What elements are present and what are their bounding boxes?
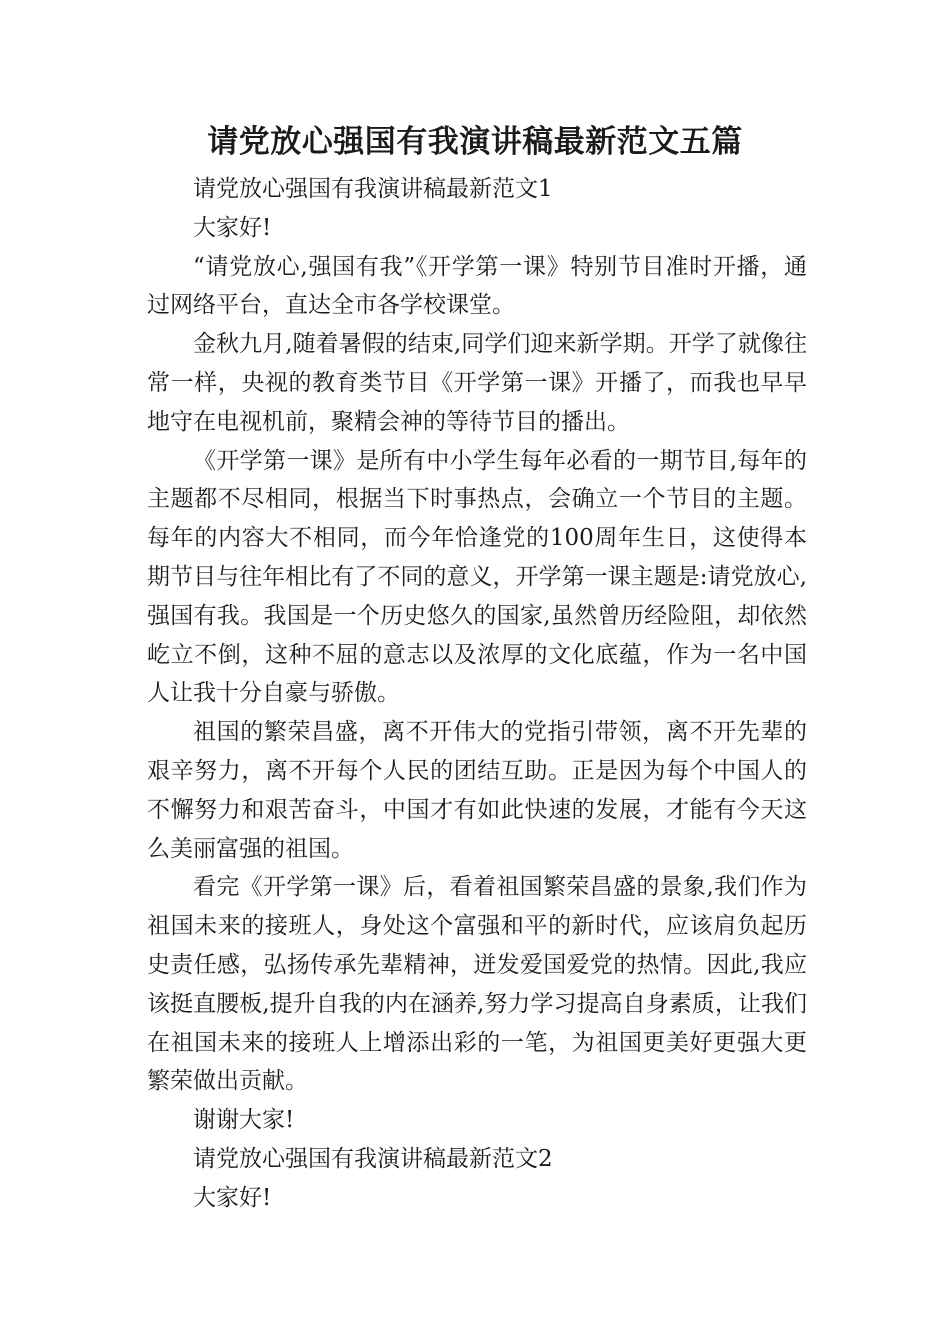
greeting-paragraph: 大家好! xyxy=(193,1184,272,1211)
section-heading-1: 请党放心强国有我演讲稿最新范文1 xyxy=(193,176,553,202)
body-paragraph: 金秋九月,随着暑假的结束,同学们迎来新学期。开学了就像往常一样，央视的教育类节目《开学第一课》开播了，而我也早早地守在电视机前，聚精会神的等待节目的播出。 xyxy=(147,331,807,435)
document-title: 请党放心强国有我演讲稿最新范文五篇 xyxy=(207,124,743,160)
body-paragraph: 看完《开学第一课》后，看着祖国繁荣昌盛的景象,我们作为祖国未来的接班人，身处这个富强和平的新时代，应该肩负起历史责任感，弘扬传承先辈精神，迸发爱国爱党的热情。因此,我应该挺直腰板,提升自我的内在涵养,努力学习提高自身素质，让我们在祖国未来的接班人上增添出彩的一笔，为祖国更美好更强大更繁荣做出贡献。 xyxy=(147,874,807,1095)
closing-paragraph: 谢谢大家! xyxy=(193,1107,295,1134)
greeting-paragraph: 大家好! xyxy=(193,214,272,241)
section-heading-2: 请党放心强国有我演讲稿最新范文2 xyxy=(193,1145,553,1172)
body-paragraph: 《开学第一课》是所有中小学生每年必看的一期节目,每年的主题都不尽相同，根据当下时事热点，会确立一个节目的主题。每年的内容大不相同，而今年恰逢党的100周年生日，这使得本期节目与往年相比有了不同的意义，开学第一课主题是:请党放心,强国有我。我国是一个历史悠久的国家,虽然曾历经险阻，却依然屹立不倒，这种不屈的意志以及浓厚的文化底蕴，作为一名中国人让我十分自豪与骄傲。 xyxy=(147,447,807,707)
body-paragraph: 祖国的繁荣昌盛，离不开伟大的党指引带领，离不开先辈的艰辛努力，离不开每个人民的团结互助。正是因为每个中国人的不懈努力和艰苦奋斗，中国才有如此快速的发展，才能有今天这么美丽富强的祖国。 xyxy=(147,719,807,862)
body-paragraph: “请党放心,强国有我”《开学第一课》特别节目准时开播，通过网络平台，直达全市各学校课堂。 xyxy=(147,253,807,319)
document-body xyxy=(147,170,807,1218)
